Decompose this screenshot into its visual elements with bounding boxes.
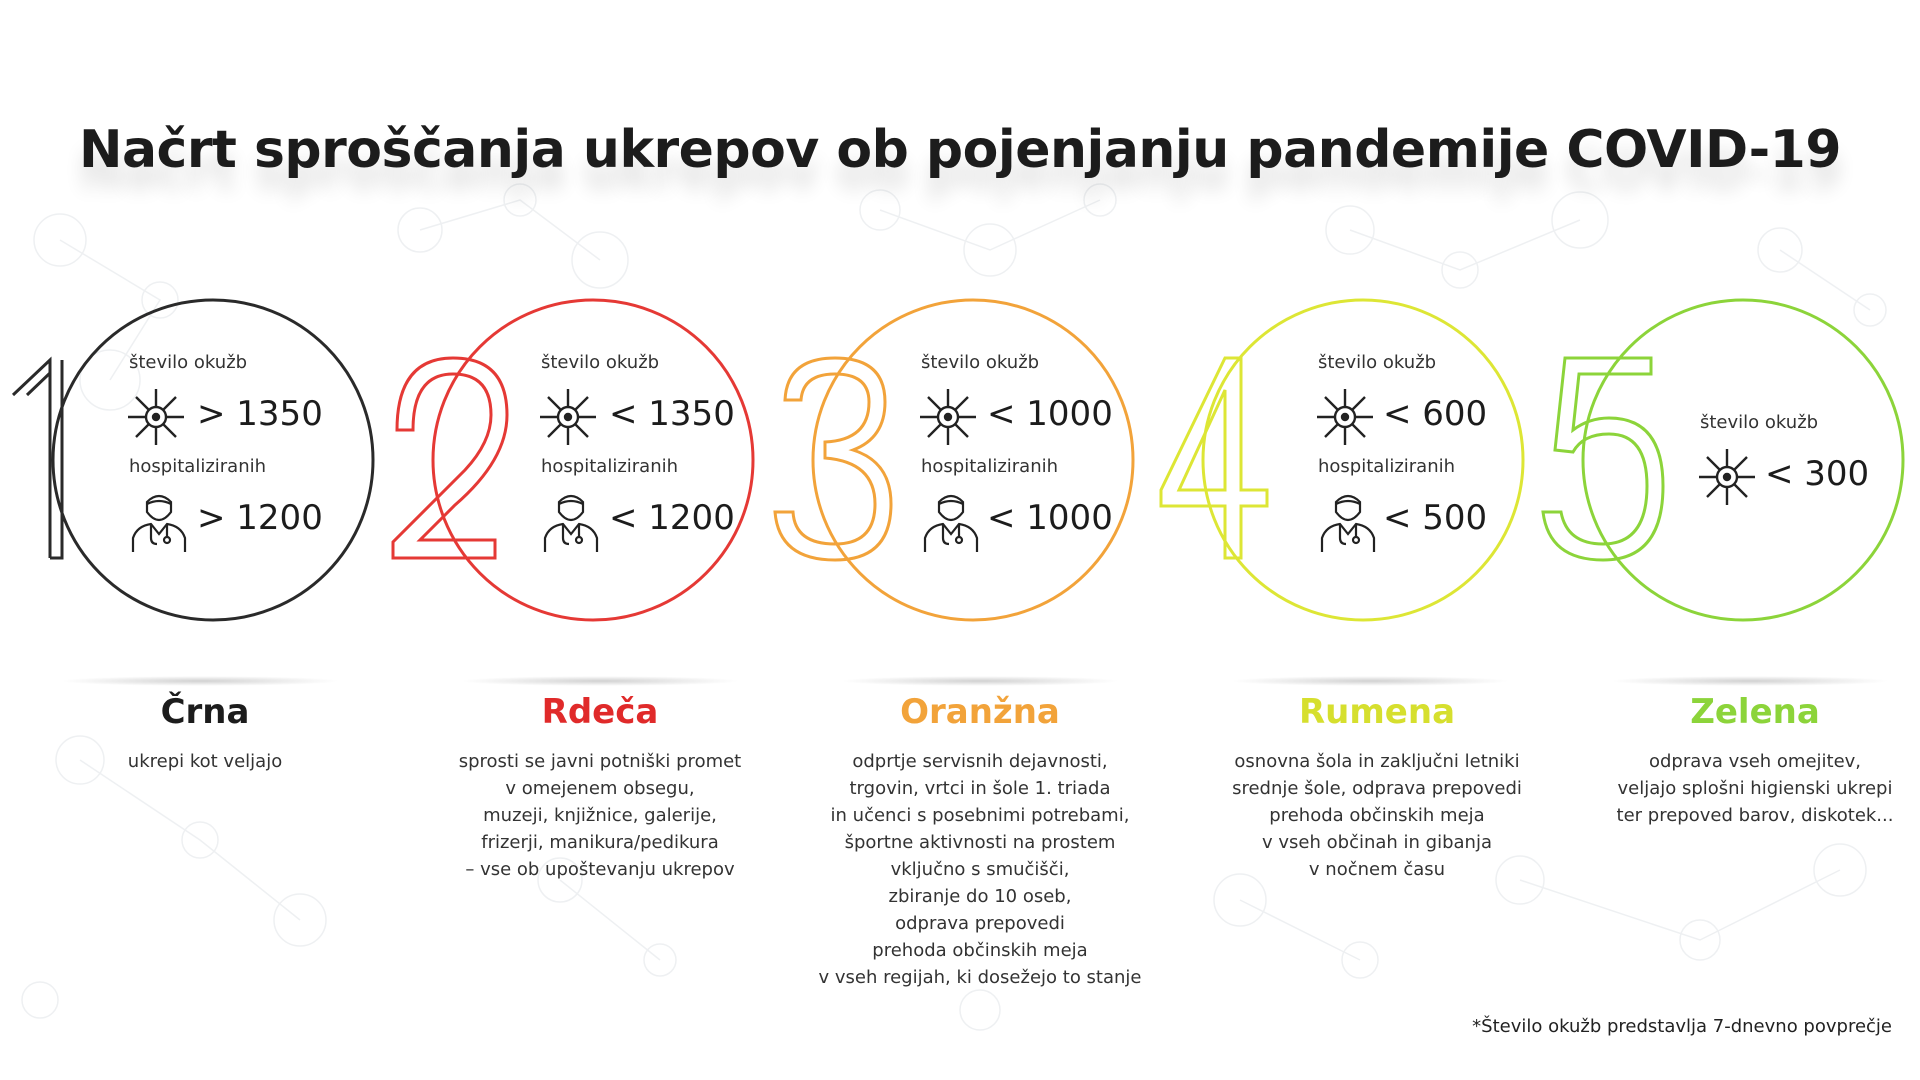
level-1 <box>5 290 385 630</box>
infections-value: < 1000 <box>987 394 1113 434</box>
divider-shadow <box>1230 676 1510 686</box>
hospitalized-label: hospitaliziranih <box>1318 456 1456 477</box>
virus-icon <box>125 386 187 448</box>
infections-value: < 600 <box>1383 394 1488 434</box>
level-description: odprava vseh omejitev, veljajo splošni higienski ukrepi ter prepoved barov, diskotek... <box>1616 751 1894 826</box>
level-4-info <box>1197 690 1557 883</box>
virus-icon <box>1696 446 1758 508</box>
level-name: Oranžna <box>900 692 1060 732</box>
level-description: ukrepi kot veljajo <box>127 751 283 772</box>
infections-label: število okužb <box>541 352 660 373</box>
hospitalized-label: hospitaliziranih <box>129 456 267 477</box>
level-2-info <box>420 690 780 883</box>
hospitalized-value: < 1200 <box>609 498 735 538</box>
divider-shadow <box>1610 676 1890 686</box>
level-description: sprosti se javni potniški promet v omejenem obsegu, muzeji, knjižnice, galerije, frizerji, manikura/pedikura – vse ob upoštevanju ukrepov <box>458 751 742 880</box>
level-2 <box>385 290 765 630</box>
level-name: Rumena <box>1298 692 1456 732</box>
level-1-info <box>25 690 385 775</box>
hospitalized-value: < 500 <box>1383 498 1488 538</box>
hospitalized-value: < 1000 <box>987 498 1113 538</box>
infections-value: > 1350 <box>197 394 323 434</box>
divider-shadow <box>840 676 1120 686</box>
infections-label: število okužb <box>1318 352 1437 373</box>
infections-label: število okužb <box>1700 412 1819 433</box>
level-name: Črna <box>160 692 250 732</box>
level-4 <box>1155 290 1535 630</box>
hospitalized-label: hospitaliziranih <box>921 456 1059 477</box>
page-title: Načrt sproščanja ukrepov ob pojenjanju pandemije COVID-19 <box>78 120 1842 180</box>
level-description: osnovna šola in zaključni letniki srednje šole, odprava prepovedi prehoda občinskih meja v vseh občinah in gibanja v nočnem času <box>1232 751 1522 880</box>
infections-label: število okužb <box>921 352 1040 373</box>
level-name: Rdeča <box>541 692 659 732</box>
doctor-icon <box>129 488 189 554</box>
doctor-icon <box>541 488 601 554</box>
level-3-info <box>800 690 1160 991</box>
hospitalized-value: > 1200 <box>197 498 323 538</box>
infections-value: < 300 <box>1765 454 1870 494</box>
divider-shadow <box>460 676 740 686</box>
virus-icon <box>537 386 599 448</box>
level-3 <box>765 290 1145 630</box>
level-name: Zelena <box>1690 692 1820 732</box>
doctor-icon <box>921 488 981 554</box>
footnote: *Število okužb predstavlja 7-dnevno povprečje <box>1472 1016 1892 1037</box>
divider-shadow <box>60 676 340 686</box>
level-5-info <box>1575 690 1920 829</box>
hospitalized-label: hospitaliziranih <box>541 456 679 477</box>
virus-icon <box>1314 386 1376 448</box>
infections-label: število okužb <box>129 352 248 373</box>
virus-icon <box>917 386 979 448</box>
level-description: odprtje servisnih dejavnosti, trgovin, vrtci in šole 1. triada in učenci s posebnimi potrebami, športne aktivnosti na prostem vključno s smučišči, zbiranje do 10 oseb, odprava prepovedi prehoda občinskih meja v vseh regijah, ki dosežejo to stanje <box>818 751 1142 988</box>
level-5 <box>1535 290 1915 630</box>
doctor-icon <box>1318 488 1378 554</box>
infections-value: < 1350 <box>609 394 735 434</box>
levels-diagram <box>0 290 1920 630</box>
